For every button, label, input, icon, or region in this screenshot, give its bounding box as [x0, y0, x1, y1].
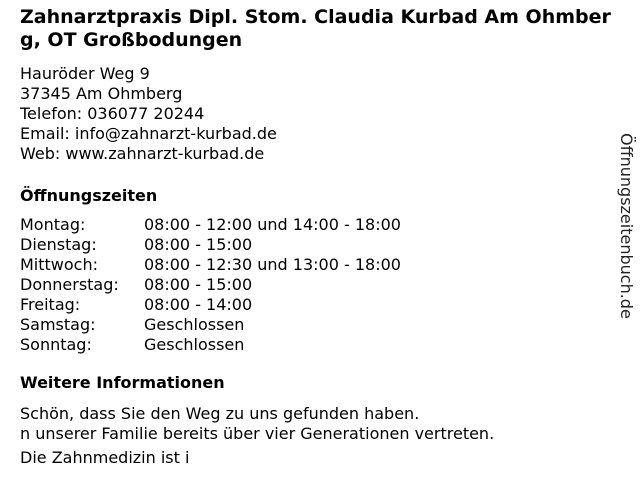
info-paragraph: Die Zahnmedizin ist i [20, 448, 190, 467]
email-address: Email: info@zahnarzt-kurbad.de [20, 124, 277, 143]
day-label: Donnerstag: [20, 275, 119, 294]
listing-page [20, 6, 612, 468]
time-value: 08:00 - 12:00 und 14:00 - 18:00 [144, 215, 401, 234]
hours-row-wednesday [20, 255, 612, 275]
time-value: 08:00 - 15:00 [144, 235, 253, 254]
website: Web: www.zahnarzt-kurbad.de [20, 144, 265, 163]
opening-hours-heading: Öffnungszeiten [20, 186, 158, 205]
day-label: Freitag: [20, 295, 81, 314]
city: 37345 Am Ohmberg [20, 84, 183, 103]
time-value: Geschlossen [144, 335, 245, 354]
more-info-heading: Weitere Informationen [20, 373, 225, 392]
hours-row-saturday [20, 315, 612, 335]
opening-hours-table [20, 215, 612, 355]
hours-row-tuesday [20, 235, 612, 255]
day-label: Samstag: [20, 315, 96, 334]
info-paragraph: n unserer Familie bereits über vier Generationen vertreten. [20, 424, 495, 443]
day-label: Mittwoch: [20, 255, 98, 274]
day-label: Dienstag: [20, 235, 97, 254]
street-address: Hauröder Weg 9 [20, 64, 150, 83]
info-paragraph: Schön, dass Sie den Weg zu uns gefunden haben. [20, 404, 420, 423]
day-label: Montag: [20, 215, 86, 234]
more-info-text [20, 404, 612, 468]
hours-row-friday [20, 295, 612, 315]
time-value: 08:00 - 14:00 [144, 295, 253, 314]
hours-row-monday [20, 215, 612, 235]
day-label: Sonntag: [20, 335, 92, 354]
time-value: Geschlossen [144, 315, 245, 334]
hours-row-sunday [20, 335, 612, 355]
time-value: 08:00 - 15:00 [144, 275, 253, 294]
address-block [20, 64, 612, 164]
practice-title: Zahnarztpraxis Dipl. Stom. Claudia Kurbad Am Ohmberg, OT Großbodungen [20, 6, 611, 51]
hours-row-thursday [20, 275, 612, 295]
phone-number: Telefon: 036077 20244 [20, 104, 205, 123]
site-watermark-label: Öffnungszeitenbuch.de [617, 133, 636, 319]
time-value: 08:00 - 12:30 und 13:00 - 18:00 [144, 255, 401, 274]
